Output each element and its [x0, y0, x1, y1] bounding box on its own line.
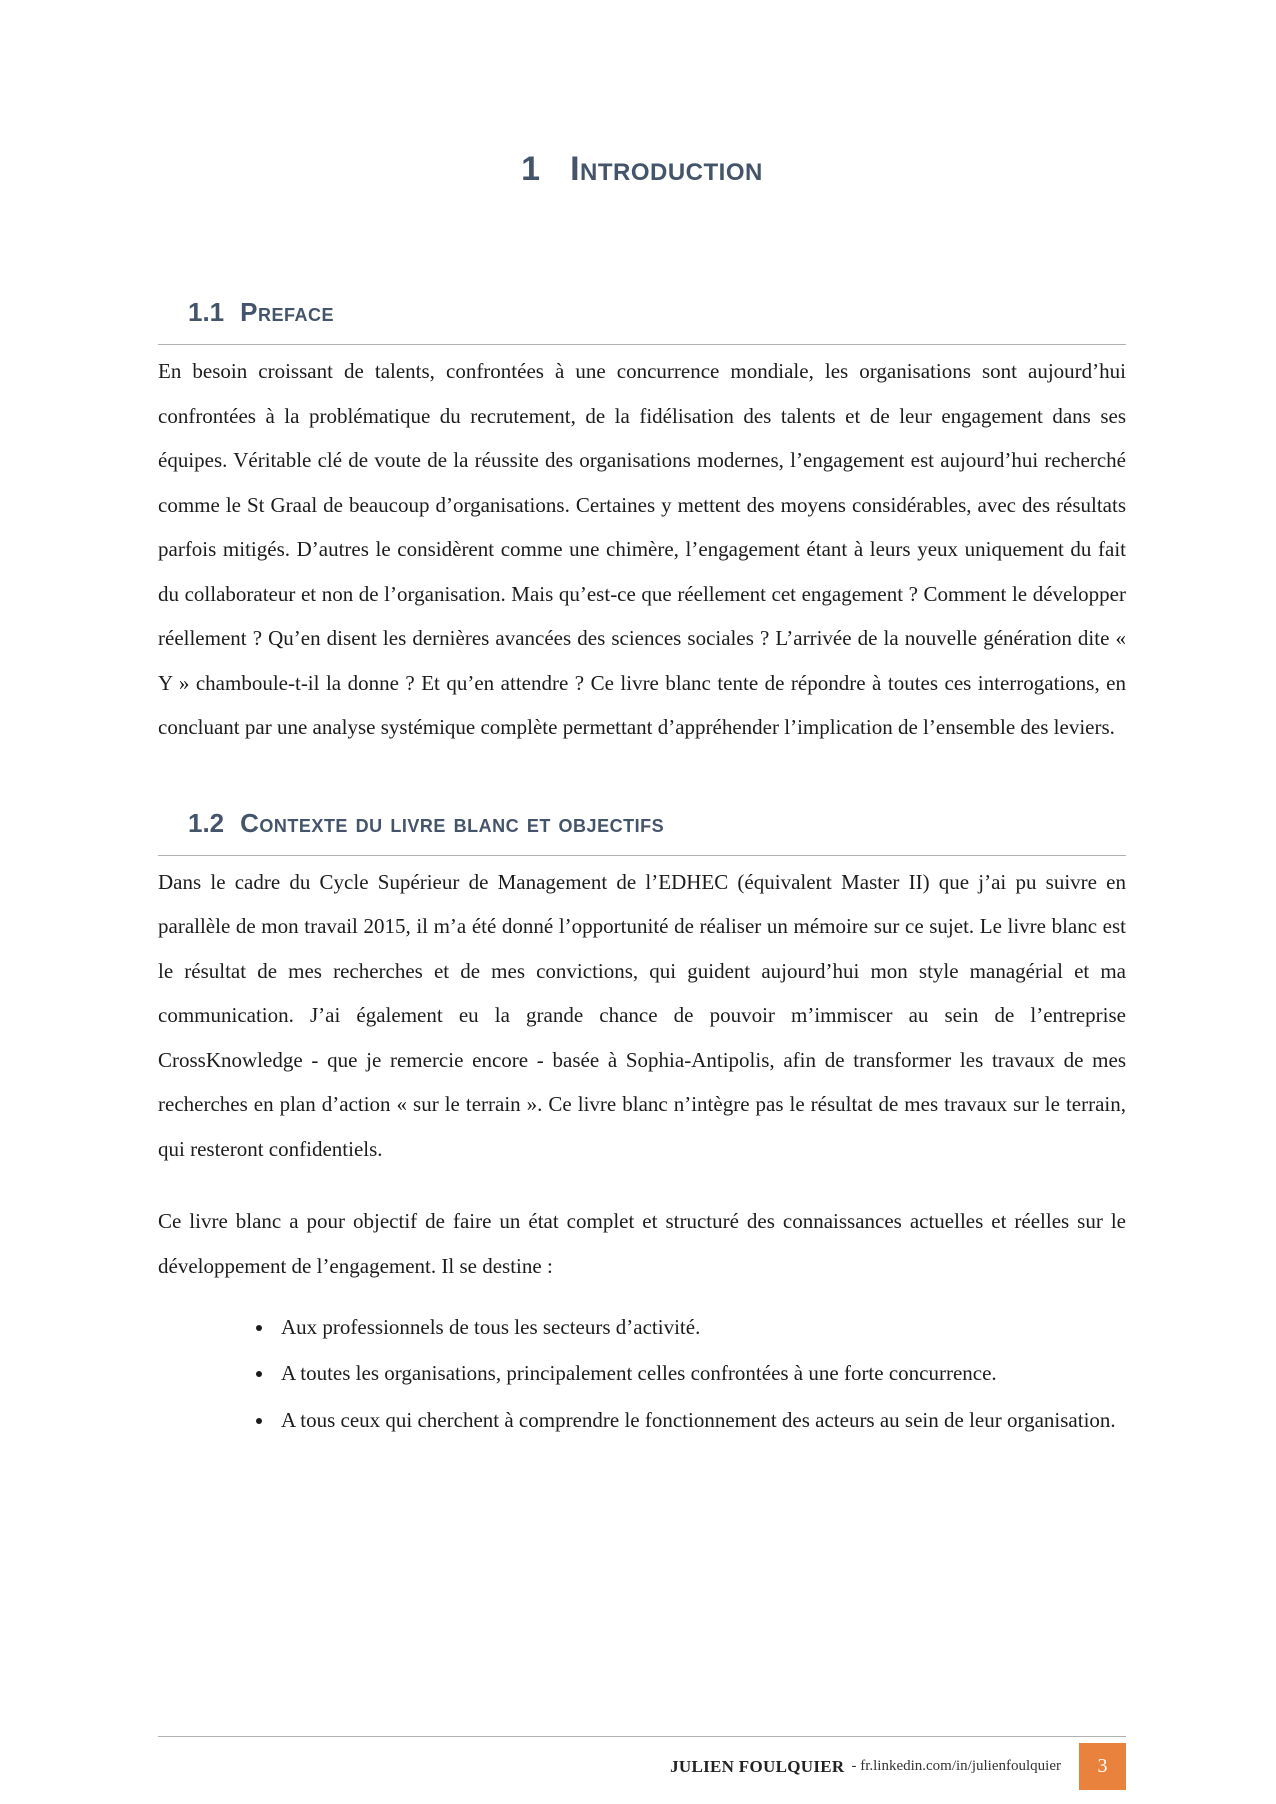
paragraph-contexte: Dans le cadre du Cycle Supérieur de Management de l’EDHEC (équivalent Master II) que j’ai pu suivre en parallèle de mon travail 2015, il m’a été donné l’opportunité de réaliser un mémoire sur ce sujet. Le livre blanc est le résultat de mes recherches et de mes convictions, qui guident aujourd’hui mon style managérial et ma communication. J’ai également eu la grande chance de pouvoir m’immiscer au sein de l’entreprise CrossKnowledge - que je remercie encore - basée à Sophia-Antipolis, afin de transformer les travaux de mes recherches en plan d’action « sur le terrain ». Ce livre blanc n’intègre pas le résultat de mes travaux sur le terrain, qui resteront confidentiels. [158, 869, 1126, 1161]
footer-divider [158, 1736, 1126, 1737]
paragraph-preface: En besoin croissant de talents, confrontées à une concurrence mondiale, les organisations sont aujourd’hui confrontées à la problématique du recrutement, de la fidélisation des talents et de leur engagement dans ses équipes. Véritable clé de voute de la réussite des organisations modernes, l’engagement est aujourd’hui recherché comme le St Graal de beaucoup d’organisations. Certaines y mettent des moyens considérables, avec des résultats parfois mitigés. D’autres le considèrent comme une chimère, l’engagement étant à leurs yeux uniquement du fait du collaborateur et non de l’organisation. Mais qu’est-ce que réellement cet engagement ? Comment le développer réellement ? Qu’en disent les dernières avancées des sciences sociales ? L’arrivée de la nouvelle génération dite « Y » chamboule-t-il la donne ? Et qu’en attendre ? Ce livre blanc tente de répondre à toutes ces interrogations, en concluant par une analyse systémique complète permettant d’appréhender l’implication de l’ensemble des leviers. [158, 359, 1126, 740]
footer-linkedin-link[interactable]: - fr.linkedin.com/in/julienfoulquier [851, 1758, 1061, 1774]
list-item: • A toutes les organisations, principalement celles confrontées à une forte concurrence. [275, 1350, 1126, 1396]
page-footer [158, 1736, 1126, 1790]
chapter-number: 1 [521, 150, 541, 188]
section-number: 1.1 [188, 297, 225, 327]
section-preface [158, 297, 1126, 750]
section-number: 1.2 [188, 807, 225, 838]
section-heading-1-1 [188, 297, 1126, 328]
list-item: • A tous ceux qui cherchent à comprendre le fonctionnement des acteurs au sein de leur organisation. [275, 1397, 1126, 1443]
chapter-title-text: Introduction [570, 150, 763, 188]
footer-row [158, 1743, 1126, 1790]
footer-author-name: JULIEN FOULQUIER [670, 1756, 845, 1776]
audience-bullet-list [158, 1304, 1126, 1443]
paragraph-objectif: Ce livre blanc a pour objectif de faire un état complet et structuré des connaissances actuelles et réelles sur le développement de l’engagement. Il se destine : [158, 1209, 1126, 1278]
section-title-text: Preface [240, 297, 335, 327]
page-number-badge: 3 [1079, 1743, 1126, 1790]
page-title [158, 150, 1126, 189]
section-title-text: Contexte du livre blanc et objectifs [240, 807, 665, 838]
list-item: • Aux professionnels de tous les secteurs d’activité. [275, 1304, 1126, 1350]
section-divider [158, 855, 1126, 856]
section-heading-1-2 [188, 808, 1126, 839]
section-contexte [158, 808, 1126, 1443]
section-divider [158, 344, 1126, 345]
